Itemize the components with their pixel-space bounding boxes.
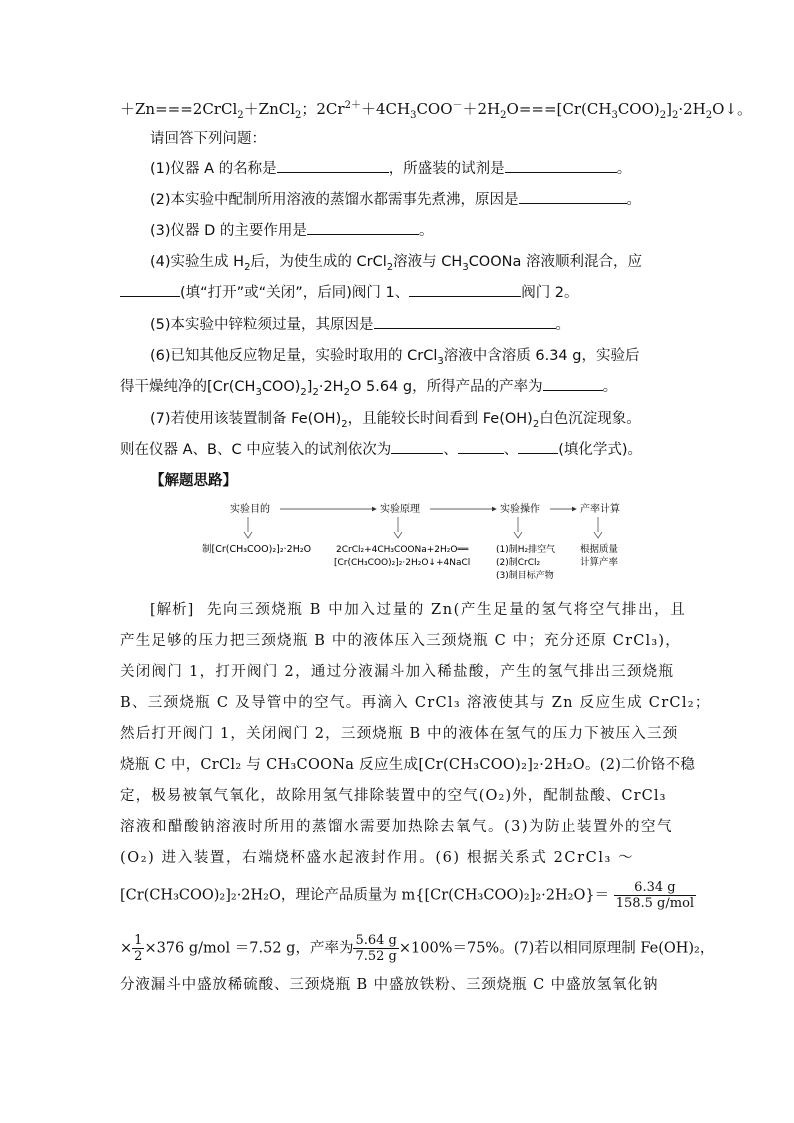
subscript: 2 [659, 110, 667, 121]
subscript: 2 [532, 418, 540, 430]
subscript: 3 [437, 355, 444, 367]
subscript: 3 [255, 386, 262, 398]
q7-text: ，且能较长时间看到 Fe(OH) [347, 411, 533, 427]
fraction [614, 880, 696, 911]
solution-flowchart [198, 500, 638, 590]
analysis-line: (O₂) 进入装置，右端烧杯盛水起液封作用。(6) 根据关系式 2CrCl₃ ～ [120, 850, 635, 866]
subscript: 3 [611, 110, 618, 121]
flow-node-yield: 产率计算 [580, 504, 620, 515]
q4-text: COONa 溶液顺利混合，应 [468, 254, 642, 270]
subscript: 2 [312, 386, 319, 398]
fraction-numerator: 1 [134, 933, 143, 948]
question-4-line1 [150, 251, 710, 273]
superscript: － [452, 100, 463, 111]
subscript: 2 [237, 110, 244, 121]
eq-part: ＋4CH [360, 100, 411, 118]
fraction-denominator: 158.5 g/mol [615, 896, 695, 911]
q5-text: 。 [555, 317, 571, 333]
q3-text: (3)仪器 D 的主要作用是 [150, 223, 307, 239]
q7-text: (7)若使用该装置制备 Fe(OH) [150, 411, 342, 427]
answer-blank[interactable] [307, 220, 419, 235]
analysis-line: 关闭阀门 1，打开阀门 2，通过分液漏斗加入稀盐酸，产生的氢气排出三颈烧瓶 [120, 664, 675, 680]
answer-blank[interactable] [409, 282, 521, 297]
q5-text: (5)本实验中锌粒须过量，其原因是 [150, 317, 374, 333]
eq-part: ；2Cr [301, 100, 345, 118]
equation-line [120, 98, 753, 121]
q1-text: ，所盛装的试剂是 [388, 161, 505, 177]
analysis-text: ×376 g/mol ＝7.52 g，产率为 [144, 940, 354, 957]
subscript: 2 [295, 110, 302, 121]
subscript: 2 [386, 261, 394, 273]
q6-text: COO) [261, 379, 301, 395]
q1-text: 。 [616, 161, 632, 177]
q7-text: (填化学式)。 [558, 442, 643, 458]
eq-part: O↓。 [712, 100, 753, 118]
eq-part: COO) [617, 100, 660, 118]
flow-node-goal: 实验目的 [230, 504, 270, 515]
question-7-line2 [120, 439, 680, 461]
analysis-line [120, 599, 687, 621]
question-5 [150, 314, 710, 336]
down-arrow-icon [514, 517, 522, 538]
flow-node-operation: 实验操作 [500, 504, 540, 515]
flow-detail-op-3: (3)制目标产物 [496, 571, 554, 581]
q6-text: ·2H [318, 379, 344, 395]
fraction-denominator: 7.52 g [355, 949, 397, 964]
answer-blank[interactable] [391, 439, 443, 454]
subscript: 2 [500, 110, 507, 121]
down-arrow-icon [244, 517, 252, 538]
subscript: 2 [341, 418, 348, 430]
intro-text: 请回答下列问题： [150, 131, 266, 147]
q4-text: (填“打开”或“关闭”，后同)阀门 1、 [180, 285, 410, 301]
analysis-formula-line [120, 933, 715, 964]
answer-blank[interactable] [518, 439, 558, 454]
question-1 [150, 158, 710, 180]
question-6-line1 [150, 345, 710, 367]
analysis-text: × [120, 940, 133, 957]
eq-part: ·2H [678, 100, 706, 118]
flow-detail-op-1: (1)制H₂排空气 [496, 545, 556, 555]
analysis-line: 然后打开阀门 1，关闭阀门 2，三颈烧瓶 B 中的液体在氢气的压力下被压入三颈 [120, 726, 679, 742]
q6-text: 得干燥纯净的[Cr(CH [120, 379, 256, 395]
fraction-denominator: 2 [134, 949, 143, 964]
question-3 [150, 220, 710, 242]
analysis-line: 定，极易被氧气氧化，故除用氢气排除装置中的空气(O₂)外，配制盐酸、CrCl₃ [120, 788, 667, 804]
subscript: 3 [410, 110, 417, 121]
analysis-line: 产生足够的压力把三颈烧瓶 B 中的液体压入三颈烧瓶 C 中；充分还原 CrCl₃)， [120, 633, 681, 649]
flow-detail-yield-1: 根据质量 [580, 544, 619, 555]
answer-blank[interactable] [458, 439, 504, 454]
fraction [132, 933, 144, 964]
fraction-numerator: 6.34 g [614, 880, 696, 896]
q6-text: 。 [602, 379, 618, 395]
subscript: 2 [244, 261, 251, 273]
down-arrow-icon [394, 517, 402, 538]
analysis-text: ×100%＝75%。(7)若以相同原理制 Fe(OH)₂， [398, 940, 715, 957]
analysis-text: 先向三颈烧瓶 B 中加入过量的 Zn(产生足量的氢气将空气排出，且 [206, 602, 687, 618]
q7-text: 则在仪器 A、B、C 中应装入的试剂依次为 [120, 442, 392, 458]
superscript: 2＋ [344, 100, 361, 111]
q6-text: 溶液中含溶质 6.34 g，实验后 [443, 348, 640, 364]
q7-text: 、 [443, 442, 458, 458]
q1-text: (1)仪器 A 的名称是 [150, 161, 277, 177]
eq-part: O===[Cr(CH [506, 100, 612, 118]
q3-text: 。 [418, 223, 434, 239]
q7-text: 白色沉淀现象。 [539, 411, 641, 427]
analysis-line: 分液漏斗中盛放稀硫酸、三颈烧瓶 B 中盛放铁粉、三颈烧瓶 C 中盛放氢氧化钠 [120, 977, 659, 993]
q6-text: ] [306, 379, 313, 395]
eq-part: ＋ZnCl [243, 100, 295, 118]
q6-text: O 5.64 g，所得产品的产率为 [349, 379, 543, 395]
subscript: 2 [300, 386, 307, 398]
analysis-line: B、三颈烧瓶 C 及导管中的空气。再滴入 CrCl₃ 溶液使其与 Zn 反应生成 CrCl₂； [120, 695, 711, 711]
answer-blank[interactable] [277, 158, 389, 173]
eq-part: ＋2H [462, 100, 501, 118]
flow-node-principle: 实验原理 [380, 504, 420, 515]
analysis-formula-line [120, 880, 695, 911]
answer-blank[interactable] [543, 376, 603, 391]
subscript: 3 [462, 261, 469, 273]
answer-blank[interactable] [519, 189, 627, 204]
flow-detail-op-2: (2)制CrCl₂ [496, 558, 541, 568]
flow-detail-principle-1: 2CrCl₂+4CH₃COONa+2H₂O══ [336, 545, 469, 555]
analysis-line: 烧瓶 C 中，CrCl₂ 与 CH₃COONa 反应生成[Cr(CH₃COO)₂]₂·2H₂O。(2)二价铬不稳 [120, 757, 696, 773]
eq-part: COO [416, 100, 453, 118]
fraction [353, 933, 398, 964]
analysis-line: 溶液和醋酸钠溶液时所用的蒸馏水需要加热除去氧气。(3)为防止装置外的空气 [120, 819, 674, 835]
q6-text: (6)已知其他反应物足量，实验时取用的 CrCl [150, 348, 438, 364]
question-7-line1 [150, 408, 710, 430]
q4-text: 阀门 2。 [521, 285, 579, 301]
q2-text: (2)本实验中配制所用溶液的蒸馏水都需事先煮沸，原因是 [150, 192, 519, 208]
flow-detail-goal: 制[Cr(CH₃COO)₂]₂·2H₂O [202, 544, 312, 555]
q4-text: 溶液与 CH [393, 254, 463, 270]
question-2 [150, 189, 710, 211]
subscript: 2 [343, 386, 350, 398]
eq-part: ] [666, 100, 672, 118]
subscript: 2 [705, 110, 713, 121]
q7-text: 、 [503, 442, 519, 458]
eq-part: ＋Zn===2CrCl [120, 100, 238, 118]
flow-detail-principle-2: [Cr(CH₃COO)₂]₂·2H₂O↓+4NaCl [334, 558, 471, 568]
analysis-label: [解析] [150, 602, 195, 618]
q4-text: (4)实验生成 H [150, 254, 245, 270]
analysis-text: [Cr(CH₃COO)₂]₂·2H₂O，理论产品质量为 m{[Cr(CH₃COO)₂]₂·2H₂O}＝ [120, 887, 610, 904]
answer-blank[interactable] [120, 282, 180, 297]
subscript: 2 [671, 110, 679, 121]
q2-text: 。 [626, 192, 642, 208]
answer-blank[interactable] [374, 314, 556, 329]
fraction-numerator: 5.64 g [355, 933, 397, 948]
flow-detail-yield-2: 计算产率 [580, 557, 619, 568]
question-6-line2 [120, 376, 680, 398]
down-arrow-icon [594, 517, 602, 538]
question-4-line2 [120, 282, 680, 304]
q4-text: 后，为使生成的 CrCl [250, 254, 387, 270]
section-heading: 【解题思路】 [150, 473, 237, 489]
answer-blank[interactable] [505, 158, 617, 173]
